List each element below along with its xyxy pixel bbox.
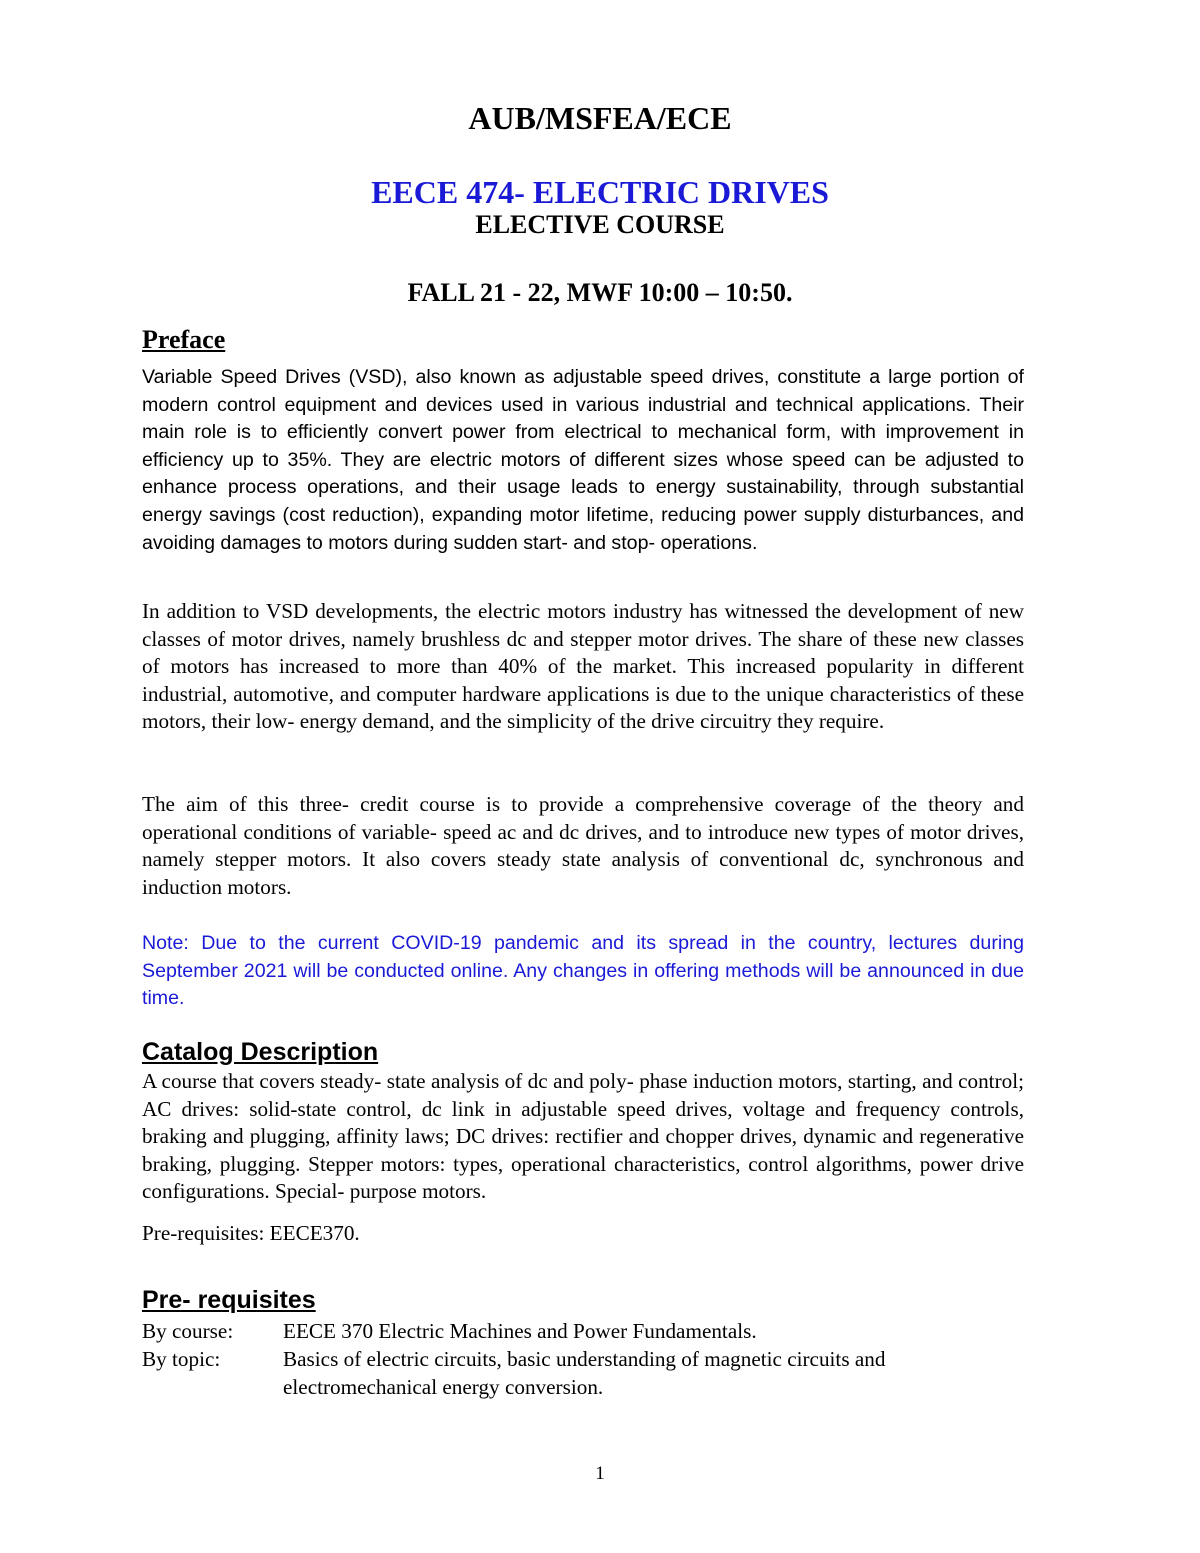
page-number: 1	[595, 1463, 605, 1484]
organization-header: AUB/MSFEA/ECE	[468, 100, 732, 136]
by-course-label: By course:	[142, 1319, 234, 1343]
by-course-value: EECE 370 Electric Machines and Power Fundamentals.	[283, 1319, 757, 1343]
catalog-description-text: A course that covers steady- state analysis of dc and poly- phase induction motors, starting, and control; AC drives: solid-state control, dc link in adjustable speed drives, voltage and frequency controls, braking and plugging, affinity laws; DC drives: rectifier and chopper drives, dynamic and regenerative braking, plugging. Stepper motors: types, operational characteristics, control algorithms, power drive configurations. Special- purpose motors.	[142, 1069, 1024, 1204]
by-topic-label: By topic:	[142, 1347, 221, 1371]
course-type: ELECTIVE COURSE	[475, 210, 725, 239]
preface-paragraph-1: Variable Speed Drives (VSD), also known as adjustable speed drives, constitute a large portion of modern control equipment and devices used in various industrial and technical applications. Their main role is to efficiently convert power from electrical to mechanical form, with improvement in efficiency up to 35%. They are electric motors of different sizes whose speed can be adjusted to enhance process operations, and their usage leads to energy sustainability, through substantial energy savings (cost reduction), expanding motor lifetime, reducing power supply disturbances, and avoiding damages to motors during sudden start- and stop- operations.	[142, 366, 1024, 554]
course-title: EECE 474- ELECTRIC DRIVES	[371, 174, 829, 210]
catalog-prerequisites-line: Pre-requisites: EECE370.	[142, 1221, 360, 1245]
covid-note: Note: Due to the current COVID-19 pandemic and its spread in the country, lectures during September 2021 will be conducted online. Any changes in offering methods will be announced in due time.	[142, 932, 1024, 1010]
preface-paragraph-2: In addition to VSD developments, the electric motors industry has witnessed the development of new classes of motor drives, namely brushless dc and stepper motor drives. The share of these new classes of motors has increased to more than 40% of the market. This increased popularity in different industrial, automotive, and computer hardware applications is due to the unique characteristics of these motors, their low- energy demand, and the simplicity of the drive circuitry they require.	[142, 599, 1024, 734]
catalog-description-heading: Catalog Description	[142, 1038, 379, 1066]
by-topic-value: Basics of electric circuits, basic understanding of magnetic circuits and electromechanical energy conversion.	[283, 1347, 886, 1399]
preface-heading: Preface	[142, 325, 226, 354]
preface-paragraph-3: The aim of this three- credit course is to provide a comprehensive coverage of the theory and operational conditions of variable- speed ac and dc drives, and to introduce new types of motor drives, namely stepper motors. It also covers steady state analysis of conventional dc, synchronous and induction motors.	[142, 792, 1024, 899]
prerequisites-heading: Pre- requisites	[142, 1286, 316, 1314]
course-term-schedule: FALL 21 - 22, MWF 10:00 – 10:50.	[407, 278, 793, 307]
